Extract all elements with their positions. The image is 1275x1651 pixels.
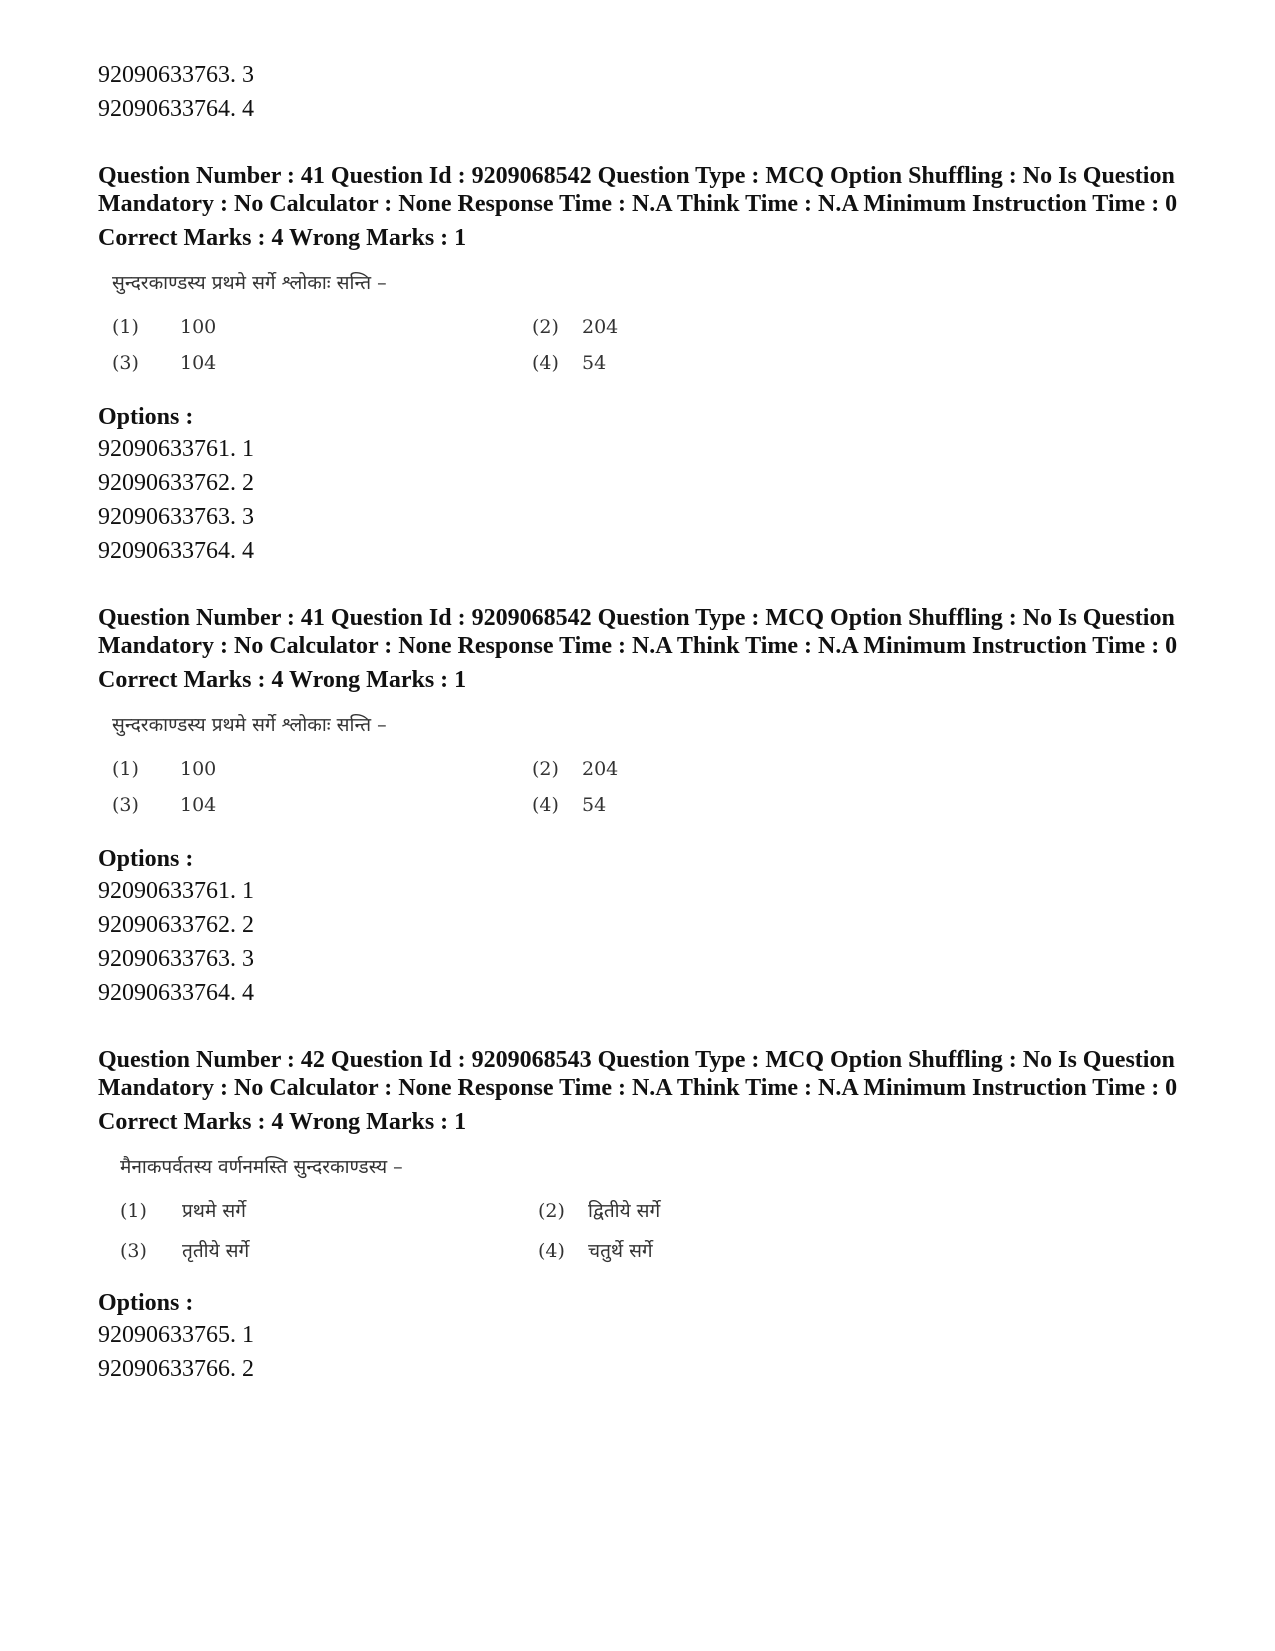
question-meta: Question Number : 41 Question Id : 9209068542 Question Type : MCQ Option Shuffling : No Is Question Mandatory : No Calculator : None Response Time : N.A Think Time : N.A Minimum Instruction Time : 0: [98, 605, 1178, 659]
choice-number: (4): [532, 352, 559, 374]
choice-text: तृतीये सर्गे: [182, 1240, 250, 1262]
choice-grid: [120, 1198, 680, 1264]
option-id-line: 92090633761. 1: [98, 878, 254, 904]
choice-2: [532, 756, 772, 782]
choice-text: 204: [582, 758, 619, 780]
choice-number: (4): [538, 1240, 565, 1262]
choice-number: (3): [112, 794, 139, 816]
question-meta: Question Number : 42 Question Id : 9209068543 Question Type : MCQ Option Shuffling : No Is Question Mandatory : No Calculator : None Response Time : N.A Think Time : N.A Minimum Instruction Time : 0: [98, 1047, 1178, 1101]
question-meta: Question Number : 41 Question Id : 9209068542 Question Type : MCQ Option Shuffling : No Is Question Mandatory : No Calculator : None Response Time : N.A Think Time : N.A Minimum Instruction Time : 0: [98, 163, 1178, 217]
question-marks: Correct Marks : 4 Wrong Marks : 1: [98, 1109, 467, 1135]
choice-text: 54: [582, 352, 607, 374]
choice-4: [532, 792, 772, 818]
option-id-line: 92090633764. 4: [98, 980, 254, 1006]
question-block: [98, 162, 1178, 568]
question-image: [120, 1150, 680, 1264]
choice-4: [538, 1238, 780, 1264]
options-list: [98, 874, 1178, 1010]
choice-text: प्रथमे सर्गे: [182, 1200, 246, 1222]
option-id-line: 92090633766. 2: [98, 1356, 254, 1382]
choice-text: चतुर्थे सर्गे: [588, 1240, 653, 1262]
question-marks: Correct Marks : 4 Wrong Marks : 1: [98, 225, 467, 251]
option-id-line: 92090633763. 3: [98, 62, 254, 88]
choice-number: (1): [120, 1200, 147, 1222]
choice-text: 104: [180, 352, 217, 374]
option-id-line: 92090633763. 3: [98, 946, 254, 972]
document-page: [98, 58, 1178, 1386]
option-id-line: 92090633761. 1: [98, 436, 254, 462]
question-text: सुन्दरकाण्डस्य प्रथमे सर्गे श्लोकाः सन्ति –: [112, 714, 387, 736]
choice-text: 104: [180, 794, 217, 816]
question-image: [112, 266, 672, 376]
choice-text: 204: [582, 316, 619, 338]
question-text: सुन्दरकाण्डस्य प्रथमे सर्गे श्लोकाः सन्ति –: [112, 272, 387, 294]
choice-number: (4): [532, 794, 559, 816]
choice-2: [532, 314, 772, 340]
choice-3: [112, 792, 392, 818]
choice-grid: [112, 756, 672, 818]
choice-text: 100: [180, 316, 217, 338]
choice-1: [112, 756, 392, 782]
top-options-list: [98, 58, 1178, 126]
option-id-line: 92090633762. 2: [98, 912, 254, 938]
choice-text: 54: [582, 794, 607, 816]
options-list: [98, 432, 1178, 568]
question-image: [112, 708, 672, 818]
question-block: [98, 604, 1178, 1010]
question-marks: Correct Marks : 4 Wrong Marks : 1: [98, 667, 467, 693]
choice-number: (3): [112, 352, 139, 374]
choice-2: [538, 1198, 780, 1224]
choice-1: [112, 314, 392, 340]
question-text: मैनाकपर्वतस्य वर्णनमस्ति सुन्दरकाण्डस्य –: [120, 1156, 403, 1178]
option-id-line: 92090633764. 4: [98, 96, 254, 122]
choice-3: [112, 350, 392, 376]
choice-number: (2): [532, 316, 559, 338]
choice-text: द्वितीये सर्गे: [588, 1200, 661, 1222]
options-label: Options :: [98, 404, 194, 430]
choice-4: [532, 350, 772, 376]
option-id-line: 92090633764. 4: [98, 538, 254, 564]
option-id-line: 92090633765. 1: [98, 1322, 254, 1348]
choice-number: (2): [532, 758, 559, 780]
options-label: Options :: [98, 846, 194, 872]
choice-number: (1): [112, 316, 139, 338]
options-list: [98, 1318, 1178, 1386]
choice-number: (1): [112, 758, 139, 780]
choice-number: (2): [538, 1200, 565, 1222]
question-block: [98, 1046, 1178, 1386]
option-id-line: 92090633762. 2: [98, 470, 254, 496]
option-id-line: 92090633763. 3: [98, 504, 254, 530]
choice-number: (3): [120, 1240, 147, 1262]
choice-3: [120, 1238, 400, 1264]
options-label: Options :: [98, 1290, 194, 1316]
choice-grid: [112, 314, 672, 376]
choice-1: [120, 1198, 400, 1224]
choice-text: 100: [180, 758, 217, 780]
